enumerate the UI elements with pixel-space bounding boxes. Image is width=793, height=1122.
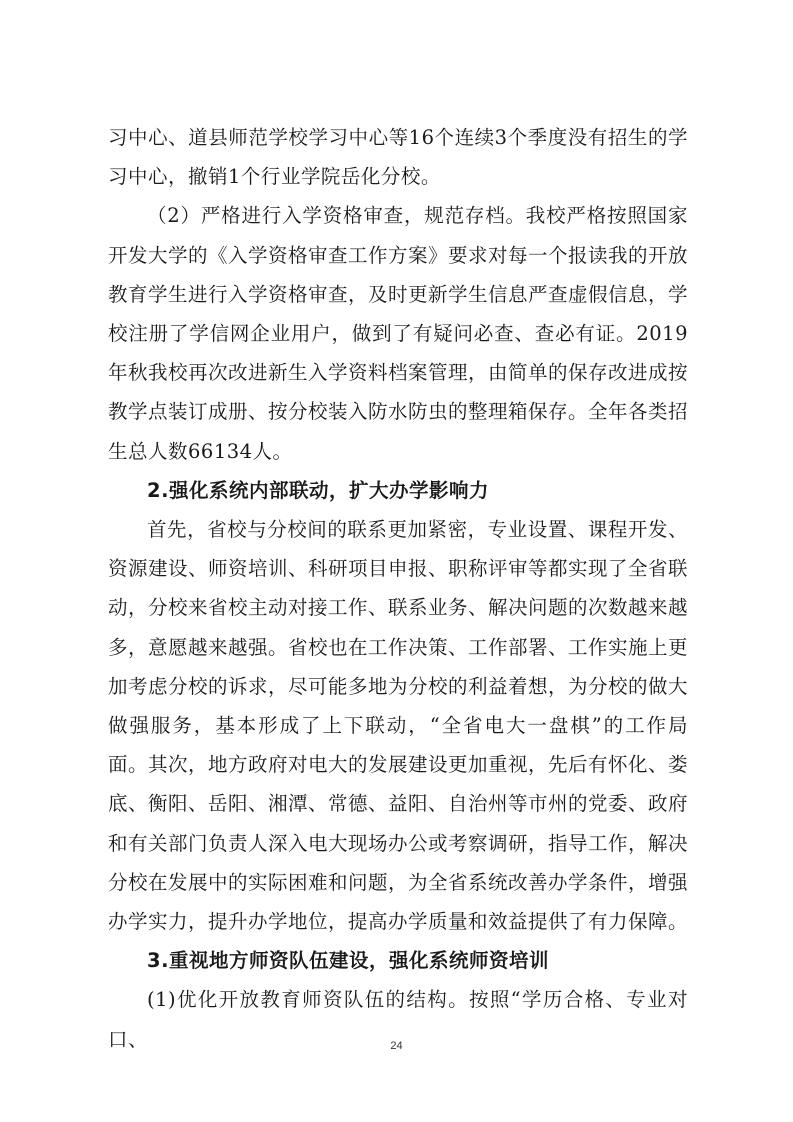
body-text bbox=[108, 118, 688, 1059]
paragraph-enrollment-review: （2）严格进行入学资格审查，规范存档。我校严格按照国家开发大学的《入学资格审查工作方案》要求对每一个报读我的开放教育学生进行入学资格审查，及时更新学生信息严查虚假信息，学校注册了学信网企业用户，做到了有疑问必查、查必有证。2019年秋我校再次改进新生入学资料档案管理，由简单的保存改进成按教学点装订成册、按分校装入防水防虫的整理箱保存。全年各类招生总人数66134人。 bbox=[108, 204, 689, 463]
section-heading-3: 3.重视地方师资队伍建设，强化系统师资培训 bbox=[147, 949, 549, 973]
page-number: 24 bbox=[390, 1040, 403, 1052]
paragraph-system-linkage: 首先，省校与分校间的联系更加紧密，专业设置、课程开发、资源建设、师资培训、科研项目申报、职称评审等都实现了全省联动，分校来省校主动对接工作、联系业务、解决问题的次数越来越多，意愿越来越强。省校也在工作决策、工作部署、工作实施上更加考虑分校的诉求，尽可能多地为分校的利益着想，为分校的做大做强服务，基本形成了上下联动，“全省电大一盘棋”的工作局面。其次，地方政府对电大的发展建设更加重视，先后有怀化、娄底、衡阳、岳阳、湘潭、常德、益阳、自治州等市州的党委、政府和有关部门负责人深入电大现场办公或考察调研，指导工作，解决分校在发展中的实际困难和问题，为全省系统改善办学条件，增强办学实力，提升办学地位，提高办学质量和效益提供了有力保障。 bbox=[108, 518, 689, 934]
paragraph-continuation: 习中心、道县师范学校学习中心等16个连续3个季度没有招生的学习中心，撤销1个行业学院岳化分校。 bbox=[108, 126, 688, 189]
paragraph-teacher-structure: (1)优化开放教育师资队伍的结构。按照“学历合格、专业对口、 bbox=[108, 988, 688, 1051]
section-heading-2: 2.强化系统内部联动，扩大办学影响力 bbox=[147, 478, 489, 502]
